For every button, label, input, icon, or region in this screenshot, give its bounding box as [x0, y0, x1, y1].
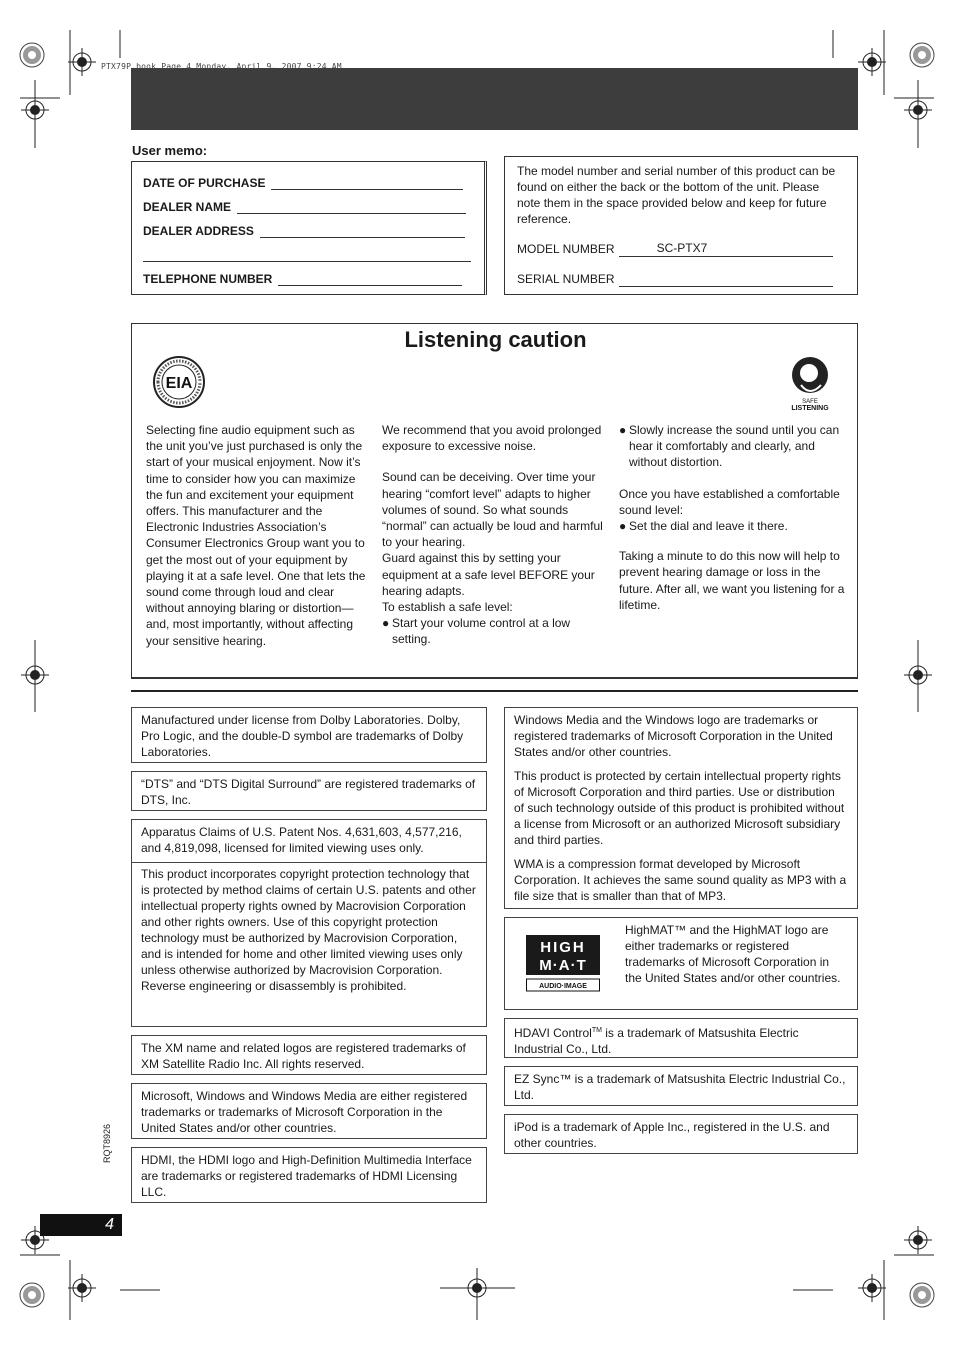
notice-highmat: [504, 917, 858, 1010]
highmat-logo: [526, 935, 600, 993]
serial-number-field[interactable]: [619, 273, 833, 287]
notice-ezsync: EZ Sync™ is a trademark of Matsushita Electric Industrial Co., Ltd.: [504, 1066, 858, 1106]
notice-dolby: Manufactured under license from Dolby Laboratories. Dolby, Pro Logic, and the double-D symbol are trademarks of Dolby Laboratories.: [131, 707, 487, 763]
model-serial-box: [504, 156, 858, 295]
header-bar: [131, 68, 858, 130]
memo-field-date[interactable]: DATE OF PURCHASE: [143, 176, 463, 190]
notice-patent: Apparatus Claims of U.S. Patent Nos. 4,631,603, 4,577,216, and 4,819,098, licensed for limited viewing uses only.: [132, 824, 486, 863]
serial-number-row: SERIAL NUMBER: [517, 271, 833, 287]
user-memo-box: [131, 161, 487, 295]
listening-caution-box: [131, 323, 858, 679]
section-divider: [131, 690, 858, 692]
safe-listening-top: SAFE: [802, 399, 818, 405]
notice-copyright: This product incorporates copyright protection technology that is protected by method claims of certain U.S. patents and other intellectual property rights owned by Macrovision Corporation and other rights owners. Use of this copyright protection technology must be authorized by Macrovision Corporation, and is intended for home and other limited viewing uses only unless otherwise authorized by Macrovision Corporation. Reverse engineering or disassembly is prohibited.: [141, 867, 476, 993]
memo-address-line-2[interactable]: [143, 261, 471, 262]
notice-ipod: iPod is a trademark of Apple Inc., registered in the U.S. and other countries.: [504, 1114, 858, 1154]
memo-field-dealer-name[interactable]: DEALER NAME: [143, 200, 466, 214]
user-memo-label: User memo:: [132, 143, 208, 158]
model-number-row: MODEL NUMBER SC-PTX7: [517, 241, 833, 257]
caution-column-2: We recommend that you avoid prolonged exposure to excessive noise. Sound can be deceiving. Over time your hearing “comfort level” adapts to higher volumes of sound. So what sounds “normal” can actually be loud and harmful to your hearing. Guard against this by setting your equipment at a safe level BEFORE your hearing adapts. To establish a safe level: ● Start your volume control at a low setting.: [382, 422, 610, 648]
notice-microsoft: Microsoft, Windows and Windows Media are either registered trademarks or trademarks of Microsoft Corporation in the United States and/or other countries.: [131, 1083, 487, 1139]
document-code: RQT8926: [102, 1123, 112, 1163]
safe-listening-text: LISTENING: [791, 405, 829, 412]
notice-hdmi: HDMI, the HDMI logo and High-Definition Multimedia Interface are trademarks or registered trademarks of HDMI Licensing LLC.: [131, 1147, 487, 1203]
eia-logo-text: EIA: [165, 375, 193, 392]
svg-text:M·A·T: M·A·T: [539, 957, 587, 974]
caution-column-3: ● Slowly increase the sound until you can hear it comfortably and clearly, and without distortion. Once you have established a comfortable sound level: ● Set the dial and leave it there. Taking a minute to do this now will help to prevent hearing damage or loss in the future. After all, we want you listening for a lifetime.: [619, 422, 847, 628]
caution-column-1: Selecting fine audio equipment such as the unit you’ve just purchased is only the start of your musical enjoyment. Now it’s time to consider how you can maximize the fun and excitement your equipment offers. This manufacturer and the Electronic Industries Association’s Consumer Electronics Group want you to get the most out of your equipment by playing it at a safe level. One that lets the sound come through loud and clear without annoying blaring or distortion—and, most importantly, without affecting your sensitive hearing.: [146, 423, 366, 648]
memo-field-telephone[interactable]: TELEPHONE NUMBER: [143, 272, 462, 286]
file-info-line: PTX79P.book Page 4 Monday, April 9, 2007 9:24 AM: [101, 62, 342, 71]
eia-logo: [152, 355, 206, 409]
notice-xm: The XM name and related logos are registered trademarks of XM Satellite Radio Inc. All rights reserved.: [131, 1035, 487, 1075]
svg-text:HIGH: HIGH: [540, 939, 586, 956]
memo-field-dealer-address[interactable]: DEALER ADDRESS: [143, 224, 465, 238]
model-serial-note: The model number and serial number of this product can be found on either the back or the bottom of the unit. Please note them in the space provided below and keep for future reference.: [517, 164, 836, 226]
caution-bullet: ● Set the dial and leave it there.: [619, 519, 788, 534]
notice-dts: “DTS” and “DTS Digital Surround” are registered trademarks of DTS, Inc.: [131, 771, 487, 811]
safe-listening-logo: [787, 355, 833, 413]
caution-bullet: ● Slowly increase the sound until you can hear it comfortably and clearly, and without distortion.: [619, 423, 840, 470]
listening-caution-title: Listening caution: [404, 327, 587, 352]
page-number: 4: [40, 1214, 122, 1236]
caution-bullet: ● Start your volume control at a low setting.: [382, 616, 571, 647]
notice-macrovision: [131, 819, 487, 1027]
model-number-value: SC-PTX7: [656, 241, 708, 255]
svg-text:AUDIO·IMAGE: AUDIO·IMAGE: [539, 983, 587, 990]
notice-hdavi: HDAVI Control™ is a trademark of Matsushita Electric Industrial Co., Ltd.: [504, 1018, 858, 1058]
highmat-text: HighMAT™ and the HighMAT logo are either trademarks or registered trademarks of Microsoft Corporation in the United States and/or other countries.: [625, 923, 841, 985]
notice-windows-media: Windows Media and the Windows logo are trademarks or registered trademarks of Microsoft Corporation in the United States and/or other countries. This product is protected by certain intellectual property rights of Microsoft Corporation and third parties. Use or distribution of such technology outside of this product is prohibited without a license from Microsoft or an authorized Microsoft subsidiary and third parties. WMA is a compression format developed by Microsoft Corporation. It achieves the same sound quality as MP3 with a file size that is smaller than that of MP3.: [504, 707, 858, 909]
